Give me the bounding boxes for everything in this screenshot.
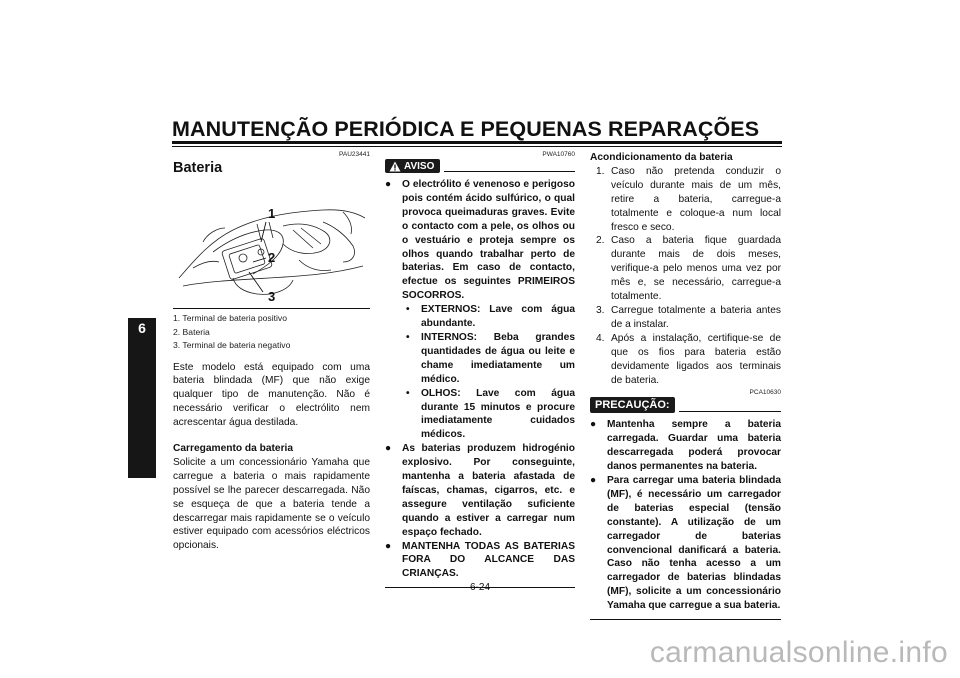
- warning-subitem-text: EXTERNOS: Lave com água abundante.: [421, 304, 575, 330]
- warning-badge: [385, 159, 440, 173]
- warning-header: [385, 159, 575, 173]
- caution-item-text: Mantenha sempre a bateria carregada. Guardar uma bateria descarregada poderá provocar danos permanentes na bateria.: [607, 419, 781, 473]
- page-title: MANUTENÇÃO PERIÓDICA E PEQUENAS REPARAÇÕES: [172, 117, 760, 141]
- step-text: Caso não pretenda conduzir o veículo durante mais de um mês, retire a bateria, carregue-a totalmente e coloque-a num local fresco e seco.: [611, 165, 781, 233]
- caution-item-text: Para carregar uma bateria blindada (MF), é necessário um carregador de baterias especial (tensão constante). A utilização de um carregador de baterias convencional danificará a bateria. Caso não tenha acesso a um carregador de baterias blindadas (MF), solicite a um concessionário Yamaha que carregue a sua bateria.: [607, 475, 781, 612]
- caution-item: [590, 418, 781, 474]
- warning-subitem-list: [385, 303, 575, 442]
- storage-step: [590, 304, 781, 332]
- warning-subitem-text: OLHOS: Lave com água durante 15 minutos e procure imediatamente cuidados médicos.: [421, 387, 575, 441]
- battery-illustration: [173, 182, 370, 306]
- column-battery: [173, 151, 370, 553]
- dot-bullet-icon: •: [406, 387, 410, 399]
- header-rule-thick: [172, 141, 782, 144]
- solid-bullet-icon: ●: [590, 475, 597, 487]
- warning-triangle-icon: [389, 161, 401, 172]
- warning-item-text: As baterias produzem hidrogénio explosivo. Por conseguinte, mantenha a bateria afastada de faíscas, chamas, cigarros, etc. e assegure ventilação suficiente quando a estiver a carregar num espaço fechado.: [402, 443, 575, 538]
- callout-1: 1: [268, 206, 276, 221]
- page-number: 6-24: [469, 582, 490, 593]
- step-number: 1.: [596, 165, 605, 177]
- warning-item: [385, 442, 575, 539]
- charging-text: Solicite a um concessionário Yamaha que carregue a bateria o mais rapidamente possível se lhe parecer descarregada. Não se esqueça de que a bateria tende a descarregar mais rapidamente se o veículo estiver equipado com acessórios eléctricos opcionais.: [173, 456, 370, 552]
- charging-heading: Carregamento da bateria: [173, 443, 294, 455]
- storage-step: [590, 234, 781, 304]
- caution-header: [590, 397, 781, 413]
- callout-2: 2: [268, 250, 276, 265]
- figure-legend: [173, 312, 370, 353]
- solid-bullet-icon: ●: [385, 540, 392, 552]
- step-number: 3.: [596, 304, 605, 316]
- warning-code: PWA10760: [542, 151, 575, 158]
- storage-steps: [590, 165, 781, 388]
- figure-rule: [173, 308, 370, 309]
- dot-bullet-icon: •: [406, 304, 410, 316]
- warning-label: AVISO: [404, 160, 435, 172]
- caution-header-rule: [679, 411, 781, 412]
- storage-step: [590, 165, 781, 235]
- column-warning: [385, 151, 575, 588]
- warning-item: [385, 178, 575, 303]
- warning-subitem: [406, 331, 575, 387]
- warning-subitem: [406, 387, 575, 443]
- storage-heading: Acondicionamento da bateria: [590, 152, 733, 163]
- warning-header-rule: [444, 171, 575, 172]
- caution-label: PRECAUÇÃO:: [595, 399, 670, 412]
- solid-bullet-icon: ●: [590, 419, 597, 431]
- chapter-tab: [128, 318, 156, 478]
- warning-subitem-text: INTERNOS: Beba grandes quantidades de água ou leite e chame imediatamente um médico.: [421, 331, 575, 385]
- warning-item: [385, 540, 575, 582]
- battery-figure: [173, 182, 370, 306]
- caution-bottom-rule: [590, 619, 781, 620]
- step-text: Após a instalação, certifique-se de que os fios para bateria estão devidamente ligados aos terminais de bateria.: [611, 332, 781, 386]
- watermark: carmanualsonline.info: [649, 636, 948, 669]
- solid-bullet-icon: ●: [385, 443, 392, 455]
- section-code: PAU23441: [339, 151, 370, 158]
- battery-intro: Este modelo está equipado com uma bateria blindada (MF) que não exige qualquer tipo de manutenção. Não é necessário verificar o electrólito nem acrescentar água destilada.: [173, 361, 370, 429]
- warning-subitem: [406, 303, 575, 331]
- warning-item-text: MANTENHA TODAS AS BATERIAS FORA DO ALCANCE DAS CRIANÇAS.: [402, 540, 575, 580]
- legend-item: 2. Bateria: [173, 326, 210, 337]
- step-text: Carregue totalmente a bateria antes de a instalar.: [611, 304, 781, 330]
- section-title: Bateria: [173, 160, 223, 176]
- caution-code: PCA10630: [749, 389, 781, 397]
- warning-item-text: O electrólito é venenoso e perigoso pois contém ácido sulfúrico, o qual provoca queimaduras graves. Evite o contacto com a pele, os olhos ou o vestuário e proteja sempre os olhos quando trabalhar perto de baterias. Em caso de contacto, efectue os seguintes PRIMEIROS SOCORROS.: [402, 179, 575, 302]
- dot-bullet-icon: •: [406, 331, 410, 343]
- step-number: 2.: [596, 235, 605, 247]
- chapter-number: 6: [138, 320, 146, 336]
- caution-badge: [590, 397, 675, 413]
- step-text: Caso a bateria fique guardada durante mais de dois meses, verifique-a pelo menos uma vez por mês e, se necessário, carregue-a totalmente.: [611, 235, 781, 303]
- step-number: 4.: [596, 332, 605, 344]
- storage-step: [590, 332, 781, 388]
- callout-3: 3: [268, 289, 276, 304]
- legend-item: 1. Terminal de bateria positivo: [173, 313, 288, 323]
- header-rule-thin: [172, 146, 782, 147]
- column-storage: [590, 151, 781, 620]
- solid-bullet-icon: ●: [385, 179, 392, 190]
- legend-item: 3. Terminal de bateria negativo: [173, 340, 291, 350]
